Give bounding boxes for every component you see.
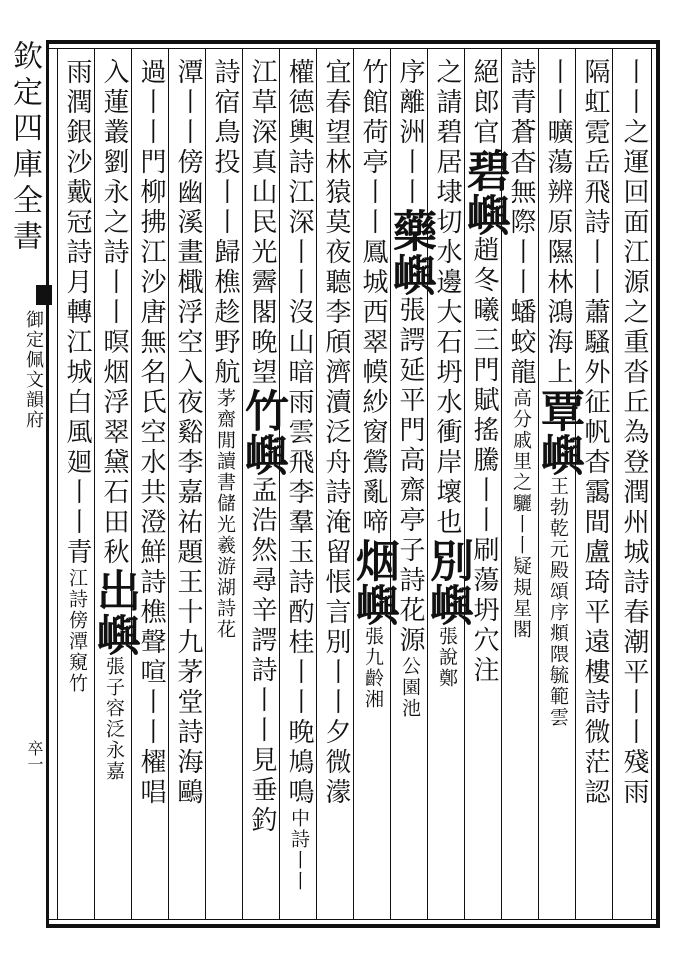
- body-text: 雨潤銀沙戴冠詩月轉江城白風廻丨丨青: [62, 58, 92, 568]
- frame-right-rule: [656, 40, 660, 928]
- body-text: 江草深真山民光霽閣晚望: [247, 58, 277, 388]
- body-text: 過丨丨門柳拂江沙唐無名氏空水共澄鮮詩樵聲喧丨丨櫂唱: [136, 58, 166, 808]
- text-column-7: [385, 58, 436, 920]
- annotation-text: 張說鄭: [436, 626, 458, 689]
- body-text: 之請: [432, 58, 462, 118]
- column-divider: [279, 48, 280, 920]
- text-column-16: [60, 58, 94, 920]
- column-divider: [316, 48, 317, 920]
- entry-heading: 別嶼: [422, 538, 473, 626]
- column-divider: [353, 48, 354, 920]
- column-divider: [205, 48, 206, 920]
- annotation-text: 江詩傍潭窺竹: [66, 568, 88, 694]
- body-text: 宜春望林猿莫夜聽李頎濟瀆泛舟詩淹留悵言別丨丨夕微濛: [321, 58, 351, 808]
- book-subtitle: 御定佩文韻府: [23, 310, 44, 430]
- entry-heading: 烟嶼: [348, 538, 399, 626]
- text-column-6: [422, 58, 473, 920]
- column-divider: [538, 48, 539, 920]
- folio-number: 卒一: [25, 740, 44, 772]
- text-column-2: [578, 58, 612, 920]
- text-column-11: [237, 58, 288, 920]
- entry-heading: 竹嶼: [237, 388, 288, 476]
- frame-right-inner-rule: [651, 48, 652, 920]
- fish-tail-mark: [36, 285, 52, 305]
- body-text: 詩青蒼杳無際丨丨蟠蛟龍: [506, 58, 536, 388]
- column-divider: [242, 48, 243, 920]
- body-text: 絕郎官: [469, 58, 499, 148]
- column-divider: [168, 48, 169, 920]
- annotation-text: 王勃乾元殿頌序頫隈毓範雲: [547, 476, 569, 728]
- text-column-9: [319, 58, 353, 920]
- annotation-text: 茅齋閒讀書儲光羲游湖詩花: [214, 388, 236, 640]
- column-divider: [131, 48, 132, 920]
- body-text: 隔虹霓岳飛詩丨丨蕭騷外征帆杳靄間盧琦平遠樓詩微茫認: [580, 58, 610, 808]
- annotation-text: 張子容泛永嘉: [103, 656, 125, 782]
- body-text: 丨丨鳳城西翠幙紗窗鶯亂啼: [358, 178, 388, 538]
- book-title: 欽定四庫全書: [7, 40, 42, 256]
- text-column-1: [615, 58, 651, 920]
- frame-top-rule: [46, 40, 660, 44]
- text-column-14: [134, 58, 168, 920]
- body-text: 碧居埭切水邊大石坍水衝岸壞也: [432, 118, 462, 538]
- annotation-text: 高分戚里之驪丨丨疑規星閣: [510, 388, 532, 640]
- entry-heading: 出嶼: [89, 568, 140, 656]
- column-divider: [575, 48, 576, 920]
- body-text: 權德輿詩江深丨丨沒山暗雨雲飛李羣玉詩酌桂丨丨晚鳩鳴: [284, 58, 314, 808]
- annotation-text: 中詩丨丨: [288, 808, 310, 892]
- body-text: 丨丨曠蕩辨原隰林鴻海上: [543, 58, 573, 388]
- entry-heading: 碧嶼: [459, 148, 510, 236]
- column-divider: [612, 48, 613, 920]
- body-text: 孟浩然尋辛諤詩丨丨見垂釣: [247, 476, 277, 836]
- column-divider: [57, 48, 58, 920]
- text-column-10: [282, 58, 316, 920]
- entry-heading: 藥嶼: [385, 208, 436, 296]
- frame-left-rule: [46, 40, 49, 928]
- body-text: 詩宿鳥投丨丨歸樵趁野航: [210, 58, 240, 388]
- body-text: 入蓮叢劉永之詩丨丨暝烟浮翠黛石田秋: [99, 58, 129, 568]
- body-text: 潭丨丨傍幽溪畫檝浮空入夜谿李嘉祐題王十九茅堂詩海鷗: [173, 58, 203, 808]
- annotation-text: 公園池: [399, 656, 421, 719]
- frame-bottom-rule: [46, 924, 660, 928]
- body-text: 趙冬曦三門賦搖騰丨丨刷蕩坍穴注: [469, 236, 499, 686]
- column-divider: [94, 48, 95, 920]
- body-text: 張諤延平門高齋亭子詩花源: [395, 296, 425, 656]
- text-column-13: [171, 58, 205, 920]
- column-divider: [390, 48, 391, 920]
- body-text: 竹館荷亭: [358, 58, 388, 178]
- text-column-15: [89, 58, 140, 920]
- text-column-5: [459, 58, 510, 920]
- entry-heading: 覃嶼: [533, 388, 584, 476]
- body-text: 序離洲丨丨: [395, 58, 425, 208]
- text-column-12: [208, 58, 242, 920]
- body-text: 丨丨之運回面江源之重沓丘為登潤州城詩春潮平丨丨殘雨: [619, 58, 649, 808]
- text-column-8: [348, 58, 399, 920]
- annotation-text: 張九齡湘: [362, 626, 384, 710]
- column-divider: [427, 48, 428, 920]
- text-column-3: [533, 58, 584, 920]
